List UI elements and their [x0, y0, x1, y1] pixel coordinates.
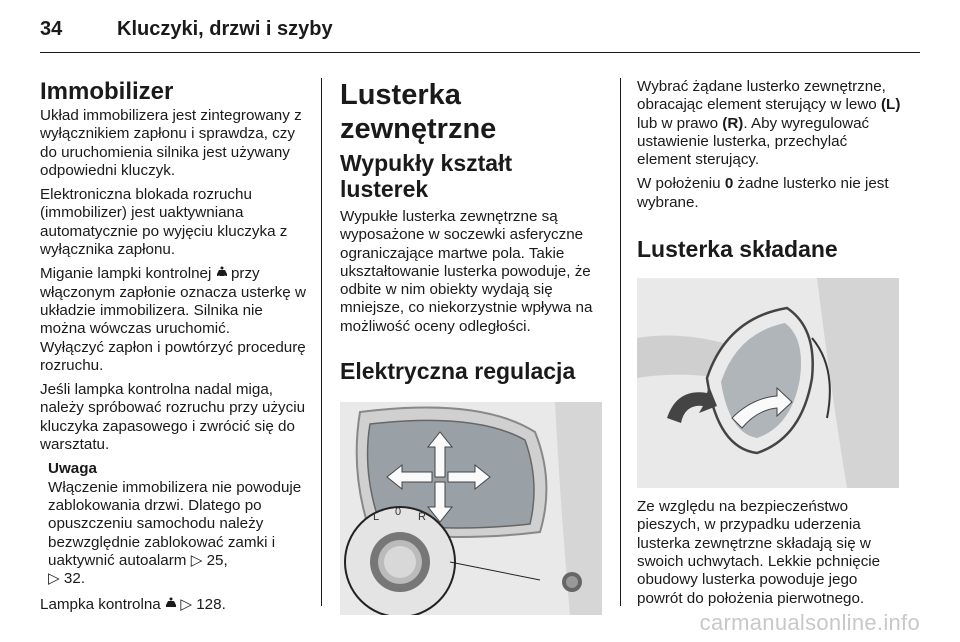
- car-key-lamp-icon: [216, 267, 231, 281]
- page-reference[interactable]: 128.: [196, 596, 226, 614]
- paragraph: Lampka kontrolna ▷ 128.: [40, 596, 226, 614]
- mirror-control-figure: [340, 402, 602, 615]
- column-mirrors: [340, 78, 605, 615]
- paragraph: Wybrać żądane lusterko zewnętrzne, obracając element sterujący w lewo (L) lub w prawo (R). Aby wyregulować ustawienie lusterka, przechylać element sterujący.: [637, 78, 901, 169]
- column-divider: [620, 78, 621, 606]
- note-box: [48, 460, 310, 588]
- column-divider: [321, 78, 322, 606]
- chapter-title: Kluczyki, drzwi i szyby: [117, 18, 333, 40]
- folding-mirror-figure: [637, 278, 899, 488]
- paragraph: W położeniu 0 żadne lusterko nie jest wybrane.: [637, 175, 889, 211]
- paragraph: Miganie lampki kontrolnej przy włączonym zapłonie oznacza usterkę w układzie immobilizera. Silnika nie można wówczas uruchomić.: [40, 265, 306, 338]
- paragraph: Elektroniczna blokada rozruchu (immobilizer) jest uaktywniana automatycznie po wyjęciu kluczyka z wyłącznika zapłonu.: [40, 186, 288, 259]
- section-heading: Immobilizer: [40, 78, 174, 105]
- page-reference[interactable]: 32.: [63, 570, 86, 588]
- header-rule: [40, 52, 920, 53]
- page-reference[interactable]: 25,: [206, 551, 228, 569]
- paragraph: Wypukłe lusterka zewnętrzne są wyposażone w soczewki asferyczne ograniczające martwe pola. Takie ukształtowanie lusterka powoduje, że odbite w nim obiekty wydają się mniejsze, co niekorzystnie wpływa na możliwość oceny odległości.: [340, 208, 593, 335]
- page-header: [40, 18, 920, 50]
- svg-text:0: 0: [395, 506, 402, 519]
- ref-arrow-icon: ▷: [180, 596, 192, 614]
- svg-text:R: R: [418, 511, 426, 524]
- ref-arrow-icon: ▷: [190, 551, 203, 569]
- page-number: 34: [40, 18, 63, 40]
- subsection-heading: Wypukły kształt lusterek: [340, 150, 513, 202]
- svg-text:L: L: [373, 511, 380, 524]
- subsection-heading: Lusterka składane: [637, 236, 838, 263]
- note-title: Uwaga: [48, 460, 97, 478]
- car-key-lamp-icon: [165, 598, 180, 612]
- section-heading: Lusterka zewnętrzne: [340, 79, 497, 145]
- paragraph: Układ immobilizera jest zintegrowany z wyłącznikiem zapłonu i sprawdza, czy do uruchomienia silnika jest używany odpowiedni kluczyk.: [40, 107, 302, 179]
- paragraph: Wyłączyć zapłon i powtórzyć procedurę rozruchu.: [40, 338, 306, 374]
- paragraph: Ze względu na bezpieczeństwo pieszych, w przypadku uderzenia lusterka zewnętrzne składają się w swoich uchwytach. Lekkie pchnięcie obudowy lusterka powoduje jego powrót do położenia pierwotnego.: [637, 498, 881, 607]
- paragraph: Jeśli lampka kontrolna nadal miga, należy spróbować rozruchu przy użyciu kluczyka zapasowego i zwrócić się do warsztatu.: [40, 381, 306, 454]
- ref-arrow-icon: ▷: [48, 570, 60, 588]
- watermark: carmanualsonline.info: [699, 610, 920, 635]
- subsection-heading: Elektryczna regulacja: [340, 358, 576, 385]
- note-text: Włączenie immobilizera nie powoduje zablokowania drzwi. Dlatego po opuszczeniu samochodu należy bezwzględnie zablokować zamki i uaktywnić autoalarm ▷ 25, ▷ 32.: [48, 478, 302, 588]
- column-mirrors-cont: [637, 78, 905, 614]
- column-immobilizer: [40, 78, 310, 621]
